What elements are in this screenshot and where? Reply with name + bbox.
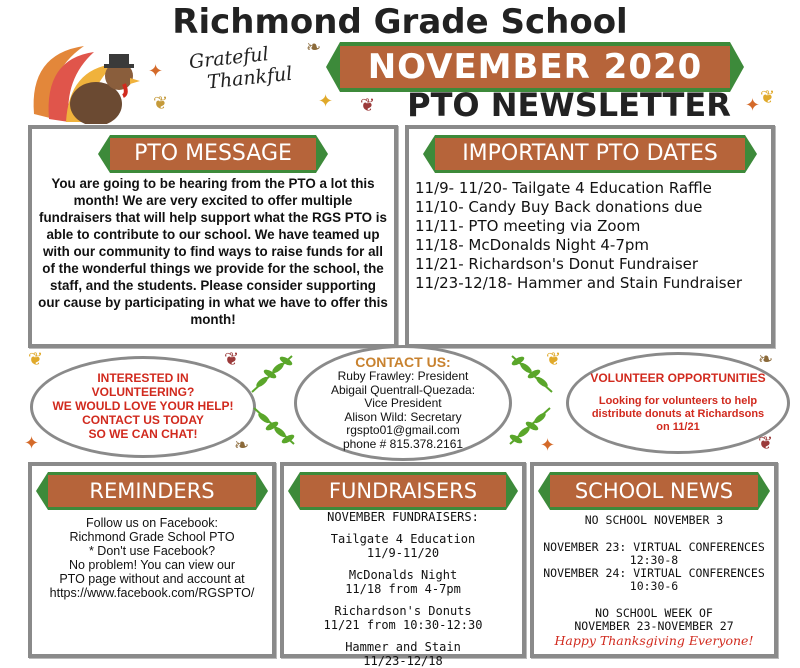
volunteer-oval	[30, 356, 256, 458]
leaf-icon: ❦	[758, 433, 774, 453]
opportunities-line: on 11/21	[656, 421, 700, 433]
contact-heading: CONTACT US:	[355, 354, 451, 370]
fundraiser-name: Richardson's Donuts	[334, 604, 472, 618]
school-name: Richmond Grade School	[172, 2, 628, 42]
volunteer-line: VOLUNTEERING?	[91, 385, 195, 399]
opportunities-heading: VOLUNTEER OPPORTUNITIES	[590, 371, 766, 385]
date-item: 11/10- Candy Buy Back donations due	[415, 198, 703, 216]
newsletter-subtitle: PTO NEWSLETTER	[407, 86, 731, 124]
grateful-thankful-script	[188, 41, 293, 95]
news-line: 10:30-6	[629, 579, 679, 593]
important-dates-heading: IMPORTANT PTO DATES	[435, 135, 745, 173]
date-item: 11/23-12/18- Hammer and Stain Fundraiser	[415, 274, 743, 292]
leaf-icon: ✦	[540, 435, 556, 455]
date-item: 11/11- PTO meeting via Zoom	[415, 217, 641, 235]
important-dates-panel	[405, 125, 775, 348]
leaf-icon: ❦	[224, 349, 240, 369]
thankful-text: Thankful	[206, 62, 294, 94]
leaf-icon: ✦	[318, 91, 334, 111]
reminder-line: * Don't use Facebook?	[88, 544, 216, 558]
news-line: NOVEMBER 24: VIRTUAL CONFERENCES	[543, 566, 765, 580]
leaf-icon: ✦	[745, 95, 761, 115]
important-dates-list	[415, 179, 769, 293]
fundraiser-name: Hammer and Stain	[345, 640, 461, 654]
date-item: 11/9- 11/20- Tailgate 4 Education Raffle	[415, 179, 712, 197]
school-news-heading: SCHOOL NEWS	[550, 472, 758, 510]
pto-message-body: You are going to be hearing from the PTO a lot this month! We are very excited to offer multiple fundraisers that will help support what the RGS PTO is able to contribute to our school. We have teamed up with our community to find ways to raise funds for all of the wonderful things we provide for the school, the staff, and the students. Please consider supporting our cause by participating in what we have to offer this month!	[38, 176, 388, 327]
news-line: NOVEMBER 23: VIRTUAL CONFERENCES	[543, 540, 765, 554]
fundraiser-when: 11/9-11/20	[366, 546, 440, 560]
leaf-icon: ❧	[234, 435, 250, 455]
reminder-line: Follow us on Facebook:	[85, 516, 218, 530]
contact-phone[interactable]: phone # 815.378.2161	[342, 436, 464, 451]
volunteer-line: INTERESTED IN	[97, 371, 189, 385]
reminders-panel	[28, 462, 276, 658]
fundraisers-panel	[280, 462, 526, 668]
date-item: 11/21- Richardson's Donut Fundraiser	[415, 255, 699, 273]
leaf-icon: ❦	[360, 95, 376, 115]
fundraiser-when: 11/21 from 10:30-12:30	[323, 618, 483, 632]
reminders-heading: REMINDERS	[48, 472, 256, 510]
volunteer-line: WE WOULD LOVE YOUR HELP!	[52, 399, 234, 413]
grateful-text: Grateful	[187, 43, 270, 74]
leaf-icon: ❦	[153, 93, 169, 113]
fundraisers-subheading: NOVEMBER FUNDRAISERS:	[327, 510, 479, 524]
news-line: NO SCHOOL WEEK OF	[595, 606, 713, 620]
contact-line: Ruby Frawley: President	[337, 369, 469, 383]
thanksgiving-closing: Happy Thanksgiving Everyone!	[554, 633, 754, 648]
leaf-icon: ❧	[758, 349, 774, 369]
fundraiser-when: 11/23-12/18	[363, 654, 443, 668]
leaf-icon: ❦	[28, 349, 44, 369]
volunteer-line: CONTACT US TODAY	[82, 413, 204, 427]
news-line: 12:30-8	[629, 553, 679, 567]
reminder-line: Richmond Grade School PTO	[69, 530, 235, 544]
branch-icon	[250, 404, 298, 448]
pto-message-heading: PTO MESSAGE	[110, 135, 316, 173]
leaf-icon: ❧	[306, 37, 322, 57]
leaf-icon: ✦	[148, 61, 164, 81]
contact-line: Alison Wild: Secretary	[344, 409, 462, 424]
opportunities-oval	[566, 349, 790, 454]
turkey-icon	[24, 34, 154, 124]
pto-message-panel	[28, 125, 398, 348]
fundraiser-name: Tailgate 4 Education	[330, 532, 476, 546]
leaf-icon: ✦	[24, 433, 40, 453]
opportunities-line: distribute donuts at Richardsons	[591, 408, 765, 420]
news-line: NO SCHOOL NOVEMBER 3	[584, 513, 724, 527]
fundraisers-heading: FUNDRAISERS	[300, 472, 506, 510]
reminder-line: No problem! You can view our	[68, 558, 236, 572]
leaf-icon: ❦	[760, 87, 776, 107]
branch-icon	[248, 352, 296, 396]
contact-line: Abigail Quentrall-Quezada:	[330, 382, 476, 397]
reminder-line: PTO page without and account at	[59, 572, 245, 586]
contact-oval	[294, 345, 512, 461]
fundraiser-when: 11/18 from 4-7pm	[345, 582, 461, 596]
contact-email[interactable]: rgspto01@gmail.com	[346, 423, 460, 437]
facebook-link[interactable]: https://www.facebook.com/RGSPTO/	[49, 586, 255, 600]
volunteer-line: SO WE CAN CHAT!	[88, 427, 198, 441]
fundraiser-name: McDonalds Night	[348, 568, 458, 582]
news-line: NOVEMBER 23-NOVEMBER 27	[574, 619, 734, 633]
contact-line: Vice President	[364, 396, 442, 410]
school-news-panel	[530, 462, 778, 658]
leaf-icon: ❦	[546, 349, 562, 369]
opportunities-line: Looking for volunteers to help	[598, 395, 758, 407]
date-item: 11/18- McDonalds Night 4-7pm	[415, 236, 649, 254]
month-banner: NOVEMBER 2020	[340, 42, 730, 92]
